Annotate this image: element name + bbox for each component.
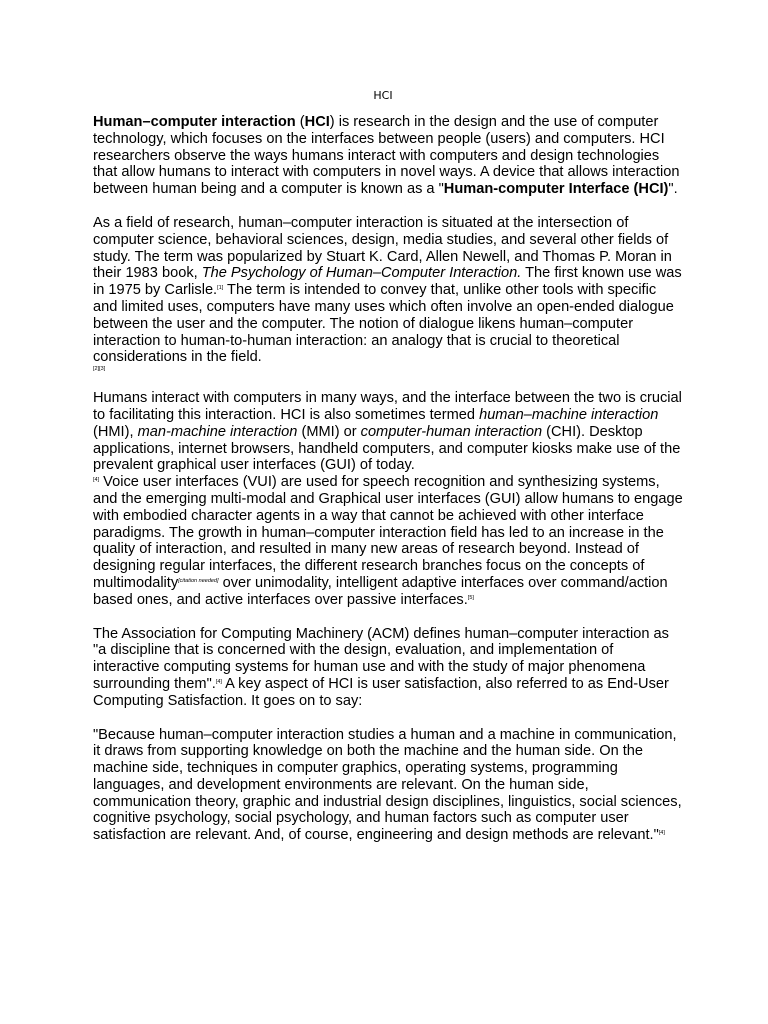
citation-link[interactable]: [4] — [658, 830, 665, 837]
paragraph-field-of-research — [93, 215, 683, 373]
page-header: HCI — [373, 89, 393, 102]
text-run: "Because human–computer interaction studies a human and a machine in communication, it draws from supporting knowledge on both the machine and the human side. On the machine side, techniques in computer graphics, operating systems, programming languages, and development environments are relevant. On the human side, communication theory, graphic and industrial design disciplines, linguistics, social sciences, cognitive psychology, social psychology, and human factors such as computer user satisfaction are relevant. And, of course, engineering and design methods are relevant." — [93, 726, 682, 844]
citation-link[interactable]: [5] — [467, 594, 474, 601]
document-body — [93, 114, 683, 861]
term-italic: human–machine interaction — [479, 406, 659, 423]
text-run: The first known use was in 1975 by Carlisle. — [93, 265, 682, 299]
paragraph-intro — [93, 114, 683, 198]
text-run: (CHI). Desktop applications, internet browsers, handheld computers, and computer kiosks make use of the prevalent graphical user interfaces (GUI) of today. — [93, 423, 681, 474]
text-run: A key aspect of HCI is user satisfaction, also referred to as End-User Computing Satisfaction. It goes on to say: — [93, 675, 669, 709]
term-italic: computer-human interaction — [360, 423, 543, 440]
term-italic: man-machine interaction — [137, 423, 298, 440]
text-run: The Association for Computing Machinery (ACM) defines human–computer interaction as "a discipline that is concerned with the design, evaluation, and implementation of interactive computing systems for human use and with the study of major phenomena surrounding them". — [93, 625, 669, 692]
paragraph-acm-definition — [93, 626, 683, 710]
citation-link[interactable]: [1] — [217, 285, 224, 292]
book-title: The Psychology of Human–Computer Interaction. — [201, 265, 522, 282]
citation-link[interactable]: [4] — [93, 477, 100, 484]
paragraph-interaction — [93, 390, 683, 608]
citation-link[interactable]: [2][3] — [93, 366, 106, 373]
text-run: ( — [295, 114, 305, 130]
text-run: Voice user interfaces (VUI) are used for speech recognition and synthesizing systems, and the emerging multi-modal and Graphical user interfaces (GUI) allow humans to engage with embodied character agents in a way that cannot be achieved with other interface paradigms. The growth in human–computer interaction field has led to an increase in the quality of interaction, and resulted in many new areas of research beyond. Instead of designing regular interfaces, the different research branches focus on the concepts of multimodality — [93, 474, 683, 591]
text-run: The term is intended to convey that, unlike other tools with specific and limited uses, computers have many uses which often involve an open-ended dialogue between the user and the computer. The notion of dialogue likens human–computer interaction to human-to-human interaction: an analogy that is crucial to theoretical considerations in the field. — [93, 282, 674, 366]
term-hci-full: Human–computer interaction — [93, 114, 296, 130]
term-hci-interface: Human-computer Interface (HCI) — [443, 181, 669, 198]
text-run: (HMI), — [93, 423, 138, 440]
text-run: As a field of research, human–computer interaction is situated at the intersection of computer science, behavioral sciences, design, media studies, and several other fields of study. The term was popularized by Stuart K. Card, Allen Newell, and Thomas P. Moran in their 1983 book, — [93, 214, 672, 282]
text-run: ". — [668, 181, 678, 198]
text-run: Humans interact with computers in many ways, and the interface between the two is crucial to facilitating this interaction. HCI is also sometimes termed — [93, 390, 682, 423]
text-run: ) is research in the design and the use of computer technology, which focuses on the interfaces between people (users) and computers. HCI researchers observe the ways humans interact with computers and design technologies that allow humans to interact with computers in novel ways. A device that allows interaction between human being and a computer is known as a " — [93, 114, 680, 198]
text-run: over unimodality, intelligent adaptive interfaces over command/action based ones, and active interfaces over passive interfaces. — [93, 574, 668, 608]
citation-needed-link[interactable]: [citation needed] — [178, 577, 219, 584]
text-run: (MMI) or — [297, 423, 361, 440]
citation-link[interactable]: [4] — [215, 678, 222, 685]
paragraph-quote — [93, 727, 683, 845]
term-hci-abbr: HCI — [304, 114, 330, 130]
